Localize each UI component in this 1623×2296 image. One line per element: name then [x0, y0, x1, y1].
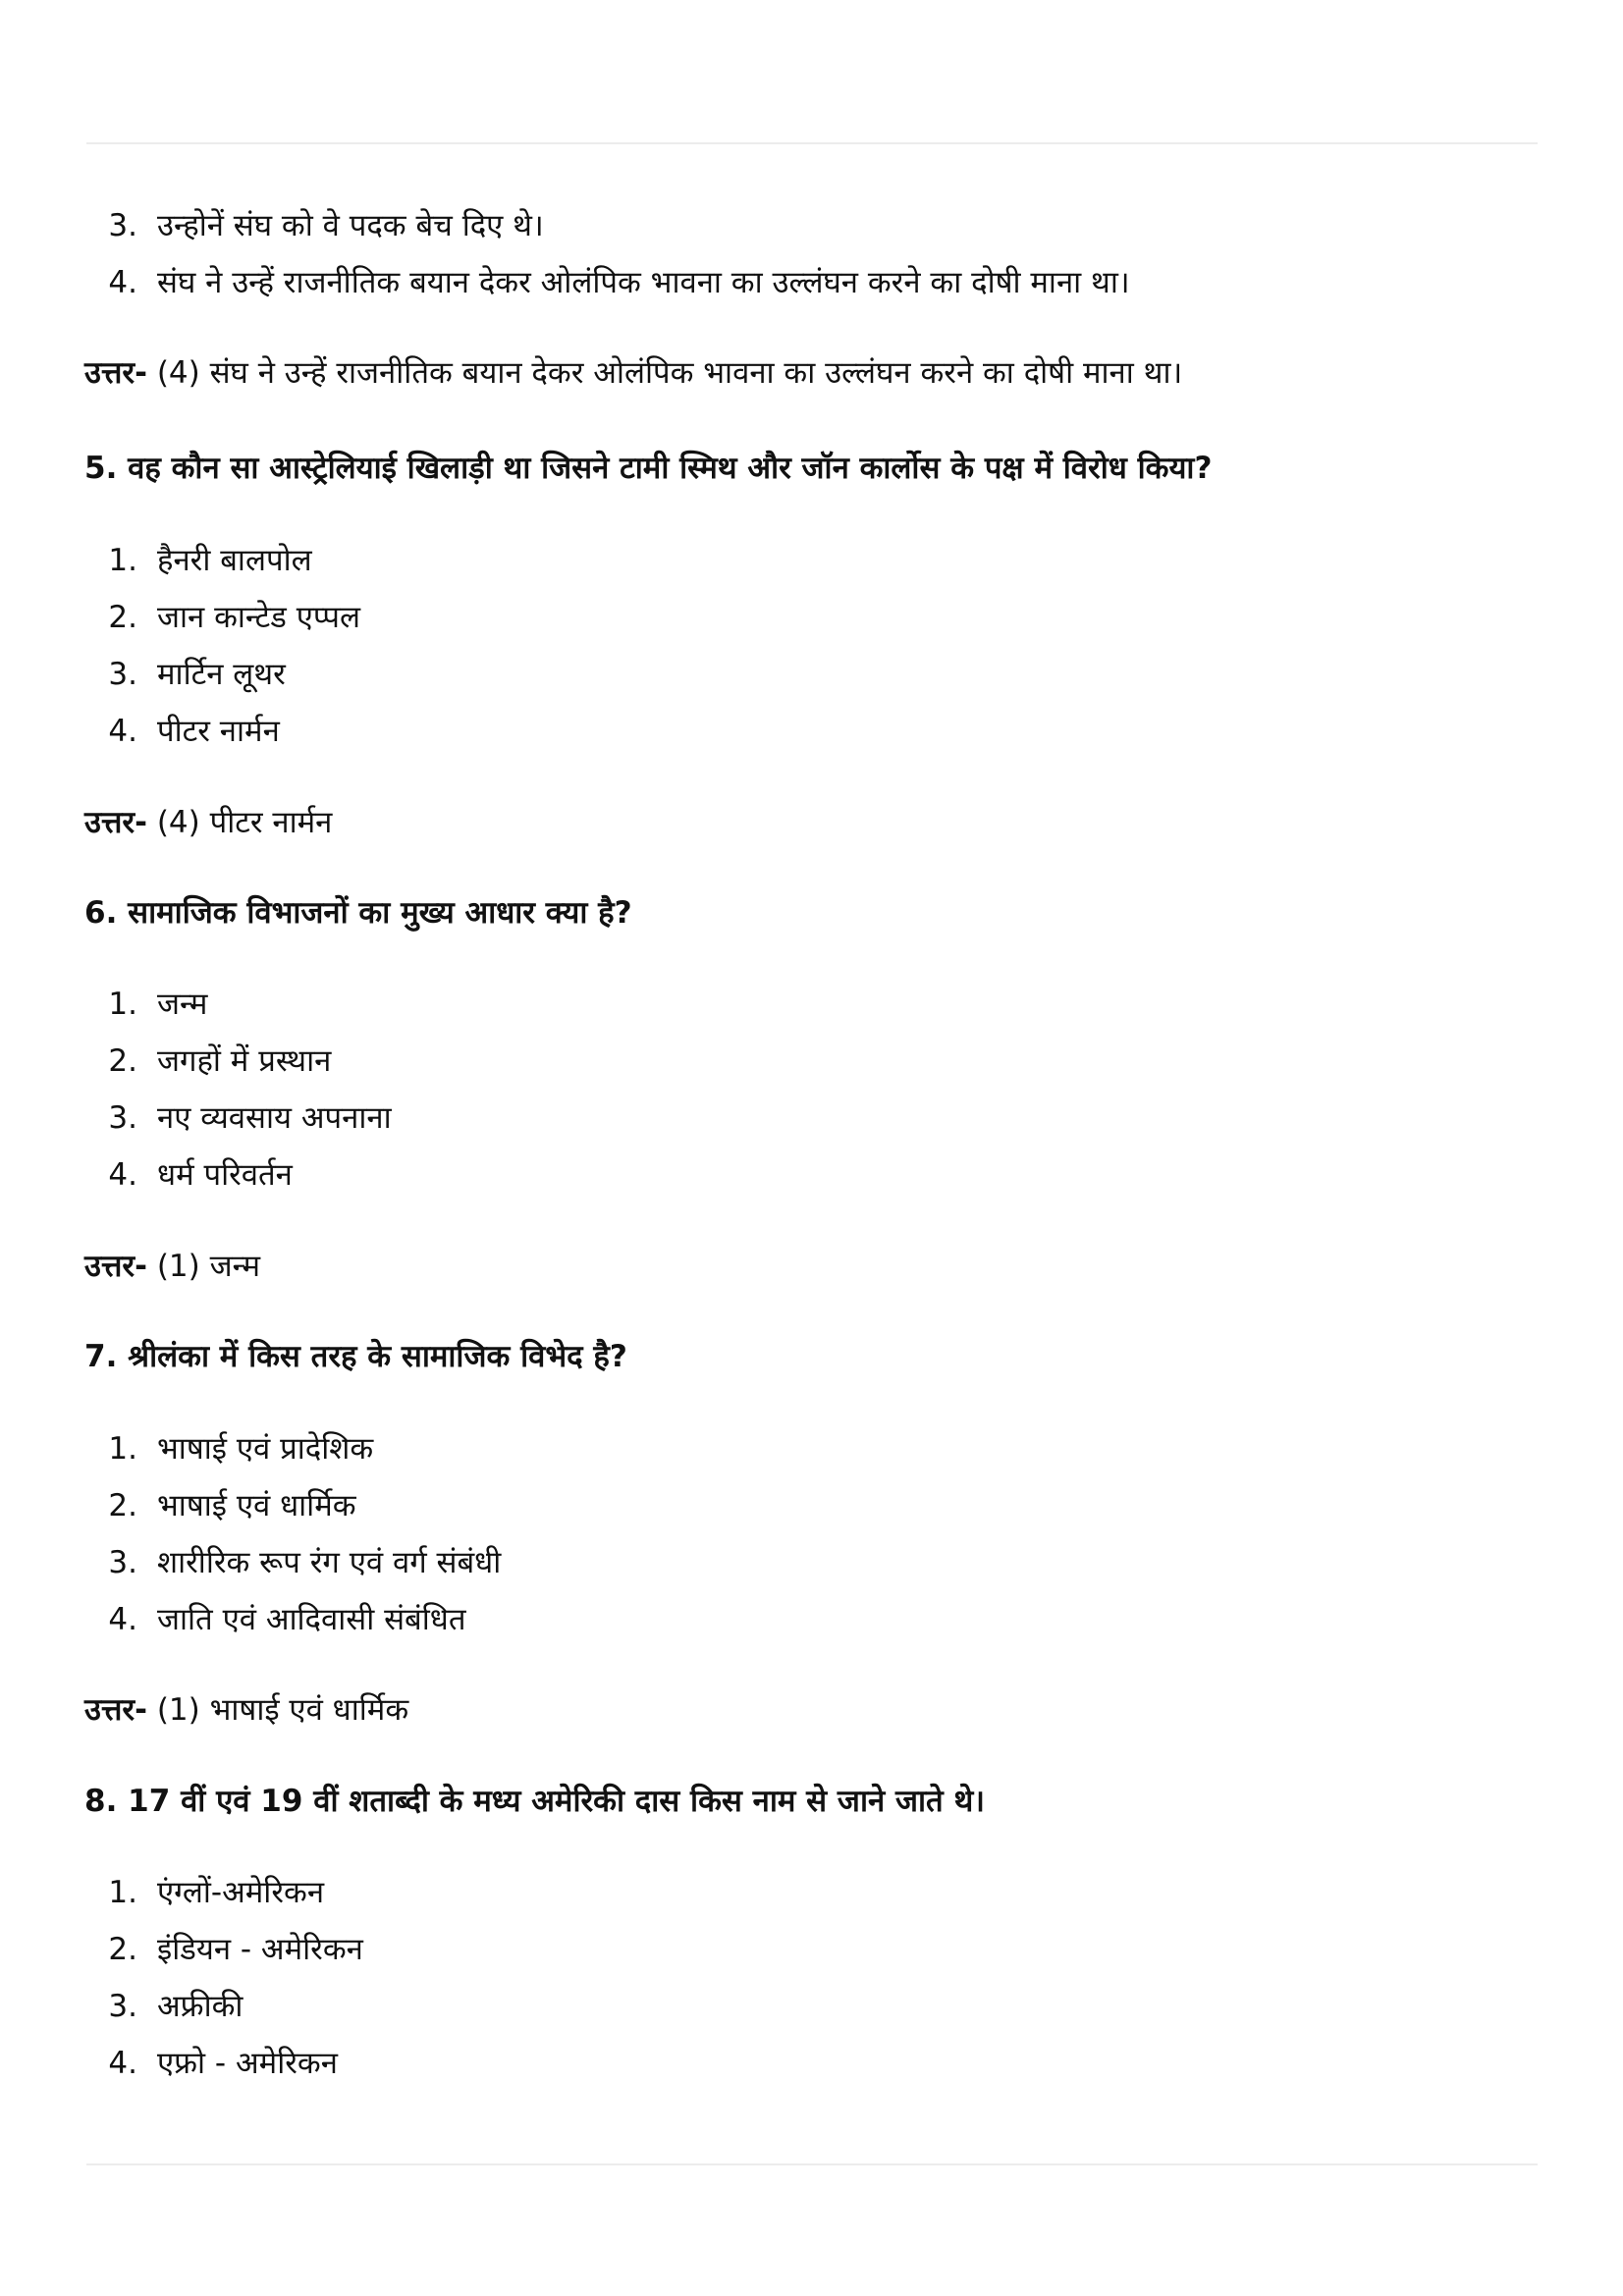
answer-label: उत्तर- — [84, 805, 147, 840]
option-text: एंग्लों-अमेरिकन — [157, 1875, 325, 1910]
answer-label: उत्तर- — [84, 1692, 147, 1728]
answer-text: (1) जन्म — [146, 1249, 260, 1284]
option-number: 3. — [108, 1545, 137, 1580]
option-number: 4. — [108, 1602, 137, 1637]
option-item — [84, 712, 280, 751]
answer-text: (4) पीटर नार्मन — [146, 805, 333, 840]
option-item — [84, 206, 544, 245]
bottom-divider — [86, 2163, 1538, 2165]
option-number: 3. — [108, 1989, 137, 2024]
option-text: भाषाई एवं प्रादेशिक — [157, 1431, 374, 1467]
option-text: नए व्यवसाय अपनाना — [157, 1100, 392, 1136]
option-item — [84, 2044, 338, 2083]
option-item — [84, 1486, 356, 1525]
option-number: 4. — [108, 265, 137, 300]
option-item — [84, 1873, 324, 1912]
option-item — [84, 1543, 501, 1582]
option-number: 2. — [108, 1932, 137, 1967]
option-item — [84, 985, 207, 1024]
option-number: 1. — [108, 543, 137, 578]
option-text: जन्म — [157, 987, 208, 1022]
option-text: शारीरिक रूप रंग एवं वर्ग संबंधी — [157, 1545, 502, 1580]
option-item — [84, 1600, 466, 1639]
option-item — [84, 1155, 293, 1195]
option-number: 1. — [108, 1875, 137, 1910]
option-text: जाति एवं आदिवासी संबंधित — [157, 1602, 466, 1637]
option-number: 2. — [108, 1488, 137, 1523]
option-item — [84, 1429, 373, 1468]
option-item — [84, 263, 1130, 302]
option-text: धर्म परिवर्तन — [157, 1157, 293, 1193]
option-item — [84, 1930, 363, 1969]
option-text: मार्टिन लूथर — [157, 657, 286, 692]
option-number: 4. — [108, 2046, 137, 2081]
option-item — [84, 1041, 331, 1081]
question-5: 5. वह कौन सा आस्ट्रेलियाई खिलाड़ी था जिसने टामी स्मिथ और जॉन कार्लोस के पक्ष में विरोध किया? — [84, 451, 1213, 486]
option-text: जान कान्टेड एप्पल — [157, 600, 361, 635]
answer-text: (1) भाषाई एवं धार्मिक — [146, 1692, 409, 1728]
option-text: एफ्रो - अमेरिकन — [157, 2046, 338, 2081]
option-number: 1. — [108, 1431, 137, 1467]
answer-line — [84, 1247, 260, 1286]
option-text: पीटर नार्मन — [157, 714, 280, 749]
option-number: 3. — [108, 657, 137, 692]
option-item — [84, 1098, 392, 1138]
option-item — [84, 1987, 243, 2026]
question-6: 6. सामाजिक विभाजनों का मुख्य आधार क्या है? — [84, 895, 632, 931]
answer-label: उत्तर- — [84, 1249, 147, 1284]
option-text: संघ ने उन्हें राजनीतिक बयान देकर ओलंपिक भावना का उल्लंघन करने का दोषी माना था। — [157, 265, 1130, 300]
option-number: 2. — [108, 600, 137, 635]
option-text: अफ्रीकी — [157, 1989, 243, 2024]
question-8: 8. 17 वीं एवं 19 वीं शताब्दी के मध्य अमेरिकी दास किस नाम से जाने जाते थे। — [84, 1784, 986, 1819]
option-text: हैनरी बालपोल — [157, 543, 312, 578]
option-number: 3. — [108, 1100, 137, 1136]
answer-text: (4) संघ ने उन्हें राजनीतिक बयान देकर ओलंपिक भावना का उल्लंघन करने का दोषी माना था। — [146, 355, 1183, 391]
option-text: उन्होनें संघ को वे पदक बेच दिए थे। — [157, 208, 544, 243]
answer-line — [84, 353, 1182, 393]
answer-label: उत्तर- — [84, 355, 147, 391]
option-item — [84, 598, 360, 637]
option-item — [84, 655, 286, 694]
option-text: भाषाई एवं धार्मिक — [157, 1488, 356, 1523]
top-divider — [86, 142, 1538, 144]
option-number: 1. — [108, 987, 137, 1022]
answer-line — [84, 803, 332, 842]
option-number: 2. — [108, 1043, 137, 1079]
option-text: इंडियन - अमेरिकन — [157, 1932, 363, 1967]
option-number: 4. — [108, 1157, 137, 1193]
question-7: 7. श्रीलंका में किस तरह के सामाजिक विभेद है? — [84, 1339, 627, 1374]
option-text: जगहों में प्रस्थान — [157, 1043, 332, 1079]
option-number: 3. — [108, 208, 137, 243]
answer-line — [84, 1690, 408, 1730]
option-number: 4. — [108, 714, 137, 749]
option-item — [84, 541, 312, 580]
